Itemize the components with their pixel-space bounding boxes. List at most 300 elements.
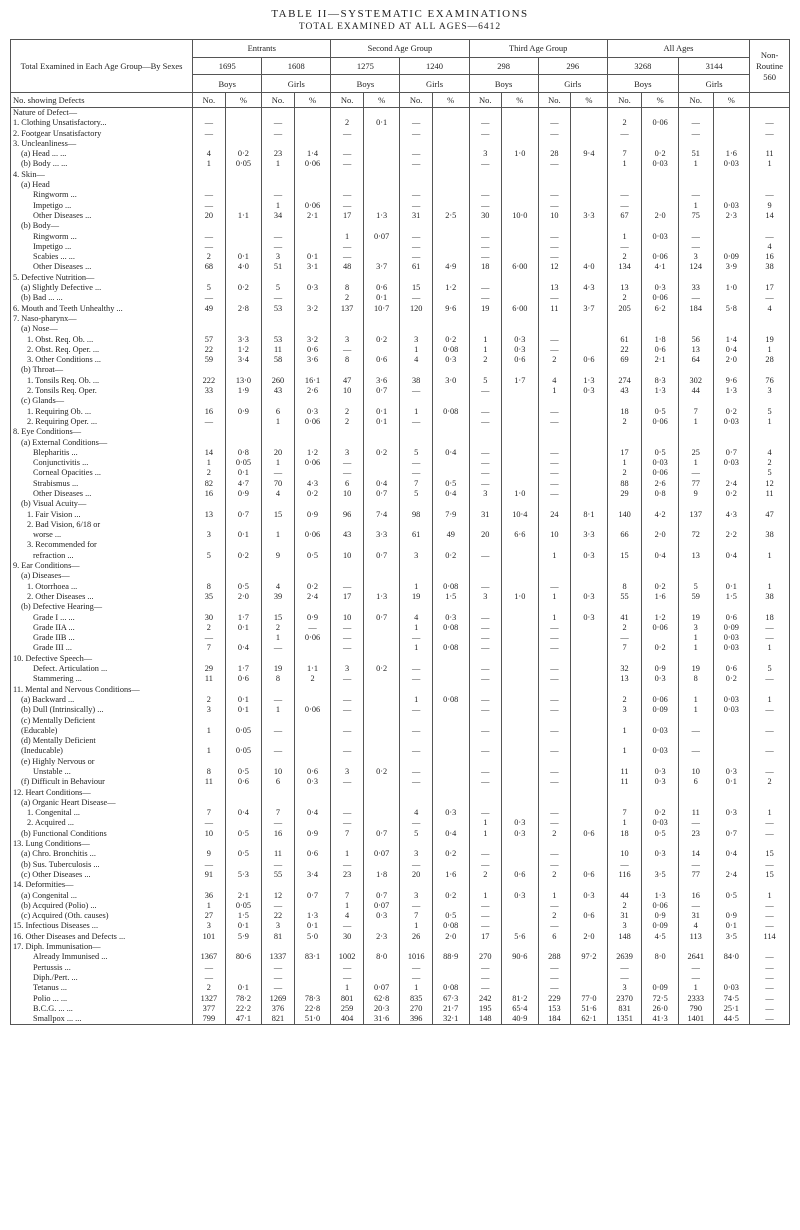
percent-cell: 0·06 [294, 633, 331, 643]
percent-cell: 3·6 [363, 376, 400, 386]
count-cell [678, 561, 713, 571]
percent-cell [642, 129, 679, 139]
table-row [11, 458, 790, 468]
percent-cell [225, 880, 262, 890]
count-cell [331, 716, 363, 726]
percent-cell [642, 139, 679, 149]
table-row [11, 345, 790, 355]
count-cell: — [400, 746, 432, 756]
count-cell [469, 314, 501, 324]
percent-cell [571, 901, 608, 911]
count-cell [678, 365, 713, 375]
count-cell [400, 788, 432, 798]
percent-cell: 2·4 [713, 479, 750, 489]
count-cell: 3 [331, 335, 363, 345]
percent-cell: 74·5 [713, 994, 750, 1004]
count-cell [262, 736, 294, 746]
table-row [11, 468, 790, 478]
percent-cell: 0·2 [363, 767, 400, 777]
percent-cell [571, 839, 608, 849]
count-cell [538, 757, 570, 767]
count-cell: 1 [400, 623, 432, 633]
count-cell: 55 [607, 592, 642, 602]
table-row [11, 911, 790, 921]
percent-cell [363, 921, 400, 931]
row-label: Corneal Opacities ... [11, 468, 193, 478]
count-cell [193, 324, 225, 334]
percent-cell: 2·3 [363, 932, 400, 942]
count-cell: — [331, 860, 363, 870]
table-row [11, 757, 790, 767]
count-cell: — [538, 201, 570, 211]
count-cell: — [538, 973, 570, 983]
count-cell: 72 [678, 530, 713, 540]
count-cell [193, 170, 225, 180]
percent-cell [642, 324, 679, 334]
count-cell: — [469, 190, 501, 200]
percent-cell: 6·2 [642, 304, 679, 314]
count-cell: 8 [262, 674, 294, 684]
percent-cell [642, 685, 679, 695]
percent-cell: 0·1 [225, 921, 262, 931]
count-cell: 7 [262, 808, 294, 818]
count-cell: — [678, 129, 713, 139]
count-cell [193, 685, 225, 695]
percent-cell [571, 458, 608, 468]
percent-cell: 1·6 [642, 592, 679, 602]
table-row [11, 994, 790, 1004]
count-cell: — [400, 201, 432, 211]
count-cell: 12 [538, 262, 570, 272]
percent-cell [225, 118, 262, 128]
percent-cell [363, 129, 400, 139]
percent-cell [502, 695, 539, 705]
percent-cell [571, 571, 608, 581]
count-cell: 5 [400, 489, 432, 499]
no-header: No. [262, 93, 294, 108]
count-cell: 376 [262, 1004, 294, 1014]
count-cell: — [538, 963, 570, 973]
percent-cell [571, 108, 608, 119]
percent-cell [502, 417, 539, 427]
percent-cell [642, 798, 679, 808]
percent-cell: 1·3 [713, 386, 750, 396]
count-cell: 10 [607, 849, 642, 859]
percent-cell: 0·9 [294, 829, 331, 839]
percent-cell [713, 396, 750, 406]
percent-cell [225, 438, 262, 448]
table-row [11, 108, 790, 119]
total-cell: 1608 [262, 57, 331, 75]
row-label: (a) Head [11, 180, 193, 190]
percent-cell: 0·4 [294, 808, 331, 818]
table-row [11, 777, 790, 787]
percent-cell: 0·3 [642, 777, 679, 787]
count-cell: 4 [400, 613, 432, 623]
percent-cell [294, 654, 331, 664]
count-cell: 2 [331, 293, 363, 303]
percent-cell: 1·1 [225, 211, 262, 221]
percent-cell [502, 468, 539, 478]
count-cell [262, 685, 294, 695]
percent-cell: 0·2 [432, 551, 469, 561]
count-cell [400, 942, 432, 952]
percent-cell [571, 798, 608, 808]
percent-cell [363, 221, 400, 231]
count-cell: — [678, 242, 713, 252]
percent-cell: 0·9 [713, 911, 750, 921]
percent-cell [502, 736, 539, 746]
percent-cell: 6·00 [502, 262, 539, 272]
percent-cell [502, 623, 539, 633]
percent-cell [502, 654, 539, 664]
percent-cell: 1·1 [294, 664, 331, 674]
percent-cell: 0·1 [225, 695, 262, 705]
count-cell: 2 [331, 407, 363, 417]
nonroutine-cell: 11 [750, 149, 790, 159]
count-cell: 66 [607, 530, 642, 540]
count-cell [469, 654, 501, 664]
count-cell: — [607, 190, 642, 200]
count-cell [262, 942, 294, 952]
count-cell [538, 520, 570, 530]
count-cell [400, 139, 432, 149]
row-label: 1. Congenital ... [11, 808, 193, 818]
count-cell: 16 [678, 891, 713, 901]
count-cell [193, 221, 225, 231]
percent-cell [294, 963, 331, 973]
percent-cell: 0·5 [713, 891, 750, 901]
percent-cell: 0·2 [432, 335, 469, 345]
percent-cell [432, 365, 469, 375]
count-cell: — [538, 695, 570, 705]
count-cell [262, 108, 294, 119]
percent-cell [502, 170, 539, 180]
count-cell [193, 438, 225, 448]
count-cell: 116 [607, 870, 642, 880]
count-cell [193, 798, 225, 808]
percent-cell [294, 273, 331, 283]
percent-cell: 3·0 [432, 376, 469, 386]
percent-cell: 8·1 [571, 510, 608, 520]
count-cell: — [400, 149, 432, 159]
table-row [11, 293, 790, 303]
percent-cell [363, 582, 400, 592]
percent-cell [363, 685, 400, 695]
percent-cell: — [294, 623, 331, 633]
percent-cell [432, 716, 469, 726]
count-cell: — [469, 746, 501, 756]
count-cell: 1 [262, 530, 294, 540]
percent-cell [502, 551, 539, 561]
count-cell [607, 180, 642, 190]
percent-cell [571, 623, 608, 633]
percent-cell [713, 180, 750, 190]
count-cell [607, 540, 642, 550]
count-cell: 2 [262, 623, 294, 633]
percent-cell: 0·7 [713, 829, 750, 839]
count-cell: 20 [400, 870, 432, 880]
percent-cell: 0·06 [642, 901, 679, 911]
count-cell: 3 [400, 335, 432, 345]
count-cell: — [262, 468, 294, 478]
count-cell: — [331, 705, 363, 715]
page-title: TABLE II—SYSTEMATIC EXAMINATIONS [271, 8, 529, 20]
percent-cell: 0·1 [225, 983, 262, 993]
count-cell: 17 [469, 932, 501, 942]
row-label: (c) Acquired (Oth. causes) [11, 911, 193, 921]
count-cell: — [607, 633, 642, 643]
percent-cell [294, 396, 331, 406]
table-row [11, 798, 790, 808]
percent-cell [571, 520, 608, 530]
table-row [11, 170, 790, 180]
percent-cell [502, 849, 539, 859]
nonroutine-cell: 1 [750, 643, 790, 653]
percent-cell: 2·0 [642, 530, 679, 540]
row-label: Conjunctivitis ... [11, 458, 193, 468]
count-cell: — [469, 417, 501, 427]
row-label: 16. Other Diseases and Defects ... [11, 932, 193, 942]
count-cell: 19 [678, 613, 713, 623]
percent-cell: 3·3 [363, 530, 400, 540]
percent-cell: 0·6 [571, 911, 608, 921]
percent-cell [432, 180, 469, 190]
percent-cell: 0·06 [294, 530, 331, 540]
count-cell: 3 [400, 891, 432, 901]
count-cell: 270 [400, 1004, 432, 1014]
header-corner: Total Examined in Each Age Group—By Sexes [11, 40, 193, 93]
count-cell [607, 108, 642, 119]
nonroutine-cell [750, 602, 790, 612]
count-cell: 2 [331, 118, 363, 128]
count-cell: 10 [331, 386, 363, 396]
percent-cell: 0·2 [642, 808, 679, 818]
row-label: Impetigo ... [11, 242, 193, 252]
count-cell: 1 [331, 983, 363, 993]
count-cell: 10 [331, 551, 363, 561]
nonroutine-cell [750, 396, 790, 406]
count-cell [262, 757, 294, 767]
nonroutine-cell [750, 324, 790, 334]
percent-cell: 0·5 [432, 479, 469, 489]
count-cell: — [469, 633, 501, 643]
count-cell: — [262, 232, 294, 242]
percent-cell [363, 942, 400, 952]
count-cell [262, 716, 294, 726]
percent-cell [432, 201, 469, 211]
count-cell: 4 [262, 582, 294, 592]
count-cell: — [538, 407, 570, 417]
percent-cell: 4·3 [713, 510, 750, 520]
count-cell: 5 [678, 582, 713, 592]
count-cell [607, 139, 642, 149]
row-label: 15. Infectious Diseases ... [11, 921, 193, 931]
count-cell: — [538, 849, 570, 859]
percent-cell: 0·06 [294, 458, 331, 468]
count-cell [678, 499, 713, 509]
row-label: (b) Visual Acuity— [11, 499, 193, 509]
count-cell: — [469, 129, 501, 139]
percent-cell [432, 108, 469, 119]
row-label: Strabismus ... [11, 479, 193, 489]
percent-cell [432, 149, 469, 159]
count-cell [400, 180, 432, 190]
nonroutine-cell: 1 [750, 417, 790, 427]
count-cell: — [262, 983, 294, 993]
count-cell [678, 139, 713, 149]
count-cell: — [538, 242, 570, 252]
count-cell [331, 365, 363, 375]
count-cell: 10 [193, 829, 225, 839]
percent-cell [713, 726, 750, 736]
percent-cell [294, 839, 331, 849]
percent-cell: 2·0 [225, 592, 262, 602]
count-cell: 4 [400, 808, 432, 818]
count-cell: 11 [538, 304, 570, 314]
percent-cell [571, 963, 608, 973]
row-label: Unstable ... [11, 767, 193, 777]
percent-cell [713, 242, 750, 252]
percent-cell [571, 314, 608, 324]
percent-cell: 0·1 [363, 407, 400, 417]
count-cell: 26 [400, 932, 432, 942]
table-row [11, 602, 790, 612]
count-cell: — [400, 973, 432, 983]
percent-cell [294, 973, 331, 983]
count-cell: 70 [262, 479, 294, 489]
nonroutine-cell: 1 [750, 891, 790, 901]
count-cell: — [400, 633, 432, 643]
percent-cell [642, 654, 679, 664]
count-cell [678, 788, 713, 798]
nonroutine-cell: — [750, 983, 790, 993]
row-label: 2. Obst. Req. Oper. ... [11, 345, 193, 355]
percent-cell [571, 582, 608, 592]
count-cell [193, 880, 225, 890]
percent-cell: 0·3 [713, 808, 750, 818]
percent-cell [363, 798, 400, 808]
percent-cell [713, 880, 750, 890]
percent-cell [713, 139, 750, 149]
percent-cell: 3·4 [294, 870, 331, 880]
percent-cell: 2·0 [713, 355, 750, 365]
count-cell [469, 324, 501, 334]
percent-cell: 65·4 [502, 1004, 539, 1014]
percent-cell: 67·3 [432, 994, 469, 1004]
row-label: (c) Other Diseases ... [11, 870, 193, 880]
count-cell: — [678, 746, 713, 756]
count-cell [469, 561, 501, 571]
row-label: (a) Congenital ... [11, 891, 193, 901]
count-cell: 68 [193, 262, 225, 272]
count-cell: 148 [469, 1014, 501, 1025]
count-cell [262, 602, 294, 612]
count-cell: 3 [193, 530, 225, 540]
count-cell: 1 [607, 818, 642, 828]
percent-cell [225, 788, 262, 798]
percent-cell [294, 232, 331, 242]
count-cell: 1 [469, 829, 501, 839]
count-cell: — [469, 386, 501, 396]
row-label: refraction ... [11, 551, 193, 561]
table-row [11, 242, 790, 252]
percent-cell [502, 499, 539, 509]
percent-cell: 0·2 [642, 643, 679, 653]
count-cell: 2 [607, 293, 642, 303]
count-cell: 41 [607, 613, 642, 623]
nonroutine-cell: — [750, 726, 790, 736]
percent-cell: 1·0 [502, 149, 539, 159]
percent-cell [294, 129, 331, 139]
count-cell: — [262, 242, 294, 252]
count-cell: 3 [400, 551, 432, 561]
percent-cell: 0·2 [363, 448, 400, 458]
percent-cell [225, 129, 262, 139]
nonroutine-cell: 4 [750, 304, 790, 314]
percent-cell: 0·08 [432, 345, 469, 355]
count-cell: 396 [400, 1014, 432, 1025]
table-body [11, 108, 790, 1025]
nonroutine-cell [750, 438, 790, 448]
count-cell: — [193, 190, 225, 200]
percent-cell [571, 170, 608, 180]
percent-cell [225, 417, 262, 427]
table-row [11, 654, 790, 664]
count-cell: — [193, 818, 225, 828]
count-cell [262, 180, 294, 190]
percent-cell: 49 [432, 530, 469, 540]
row-label: 14. Deformities— [11, 880, 193, 890]
count-cell: 29 [193, 664, 225, 674]
count-cell: 13 [538, 283, 570, 293]
percent-cell: 0·5 [225, 582, 262, 592]
count-cell [538, 571, 570, 581]
count-cell: 1 [193, 159, 225, 169]
count-cell: — [400, 118, 432, 128]
count-cell: 6 [262, 777, 294, 787]
count-cell: 31 [678, 911, 713, 921]
percent-cell [502, 129, 539, 139]
row-label: Other Diseases ... [11, 262, 193, 272]
percent-cell [502, 643, 539, 653]
count-cell [469, 499, 501, 509]
percent-cell [294, 726, 331, 736]
row-label: Grade I ... ... [11, 613, 193, 623]
percent-cell [432, 242, 469, 252]
percent-cell [642, 839, 679, 849]
count-cell: — [331, 695, 363, 705]
percent-cell [571, 448, 608, 458]
count-cell: — [538, 479, 570, 489]
percent-cell [225, 108, 262, 119]
count-cell: — [538, 468, 570, 478]
count-cell: — [193, 633, 225, 643]
count-cell: — [331, 582, 363, 592]
count-cell [538, 221, 570, 231]
row-label: (f) Difficult in Behaviour [11, 777, 193, 787]
count-cell: 3 [678, 623, 713, 633]
group-third: Third Age Group [469, 40, 607, 58]
percent-cell [502, 674, 539, 684]
percent-cell: 0·7 [363, 386, 400, 396]
percent-cell: 3·2 [294, 304, 331, 314]
percent-cell [225, 818, 262, 828]
percent-cell [713, 788, 750, 798]
count-cell [538, 170, 570, 180]
percent-cell: 0·08 [432, 643, 469, 653]
count-cell [469, 108, 501, 119]
